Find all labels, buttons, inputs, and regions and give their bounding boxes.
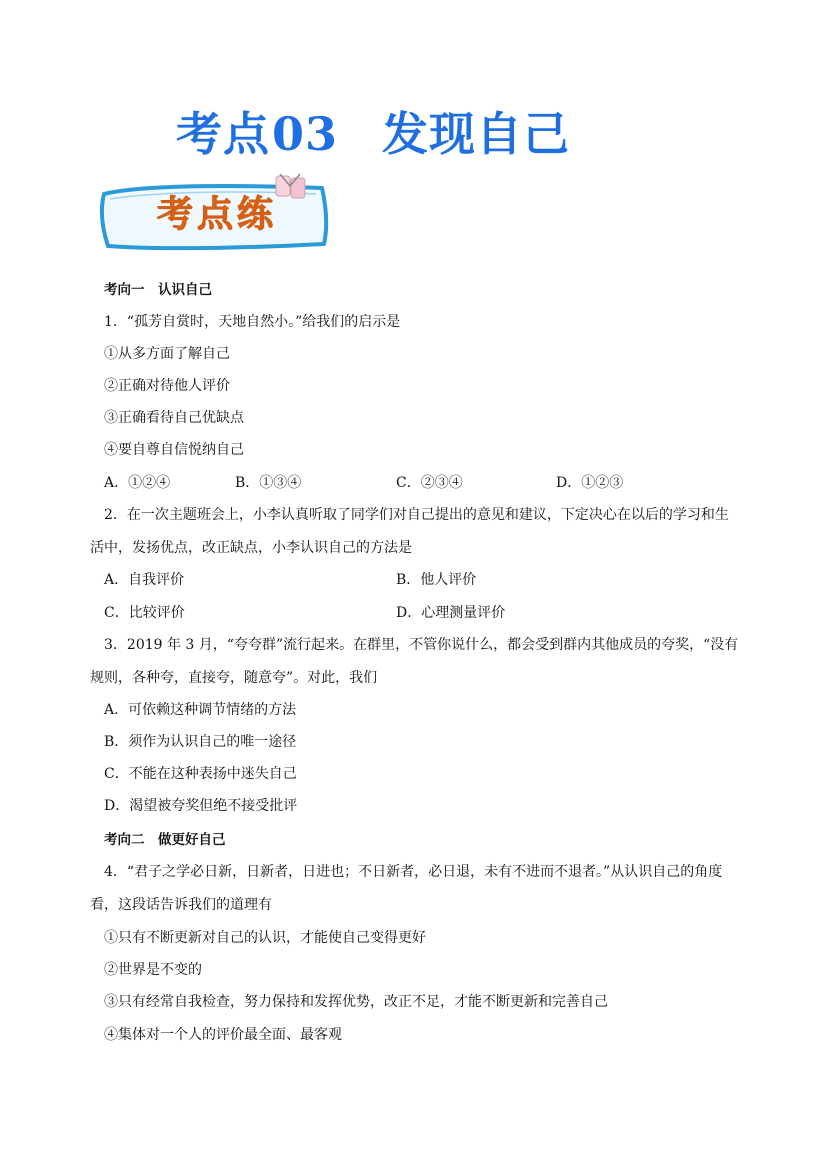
question-2-option-b: B．他人评价 (396, 572, 477, 588)
question-1-stem: 1．“孤芳自赏时，天地自然小。”给我们的启示是 (104, 314, 401, 330)
question-1-item: ③正确看待自己优缺点 (104, 410, 244, 426)
question-4-item: ①只有不断更新对自己的认识，才能使自己变得更好 (104, 930, 426, 946)
question-1-item: ④要自尊自信悦纳自己 (104, 442, 244, 458)
section-badge (96, 172, 332, 252)
question-4-item: ②世界是不变的 (104, 962, 202, 978)
section-heading: 考向二 做更好自己 (104, 832, 226, 848)
question-3-option-a: A．可依赖这种调节情绪的方法 (104, 702, 297, 718)
question-2-option-c: C．比较评价 (104, 605, 185, 621)
title-number: 03 (272, 107, 339, 161)
question-2-stem-cont: 活中，发扬优点，改正缺点，小李认识自己的方法是 (90, 540, 412, 556)
page-title (176, 104, 570, 164)
question-2-stem: 2．在一次主题班会上，小李认真听取了同学们对自己提出的意见和建议，下定决心在以后的学习和生 (104, 507, 729, 523)
badge-label: 考点练 (156, 194, 277, 235)
question-4-stem-cont: 看，这段话告诉我们的道理有 (90, 897, 272, 913)
question-2-option-d: D．心理测量评价 (396, 605, 506, 621)
question-3-option-b: B．须作为认识自己的唯一途径 (104, 734, 297, 750)
question-1-item: ①从多方面了解自己 (104, 346, 230, 362)
title-topic: 发现自己 (382, 107, 571, 161)
title-prefix: 考点 (176, 107, 270, 161)
question-3-option-d: D．渴望被夸奖但绝不接受批评 (104, 798, 298, 814)
section-heading: 考向一 认识自己 (104, 282, 212, 298)
question-3-stem-cont: 规则，各种夸，直接夸，随意夸”。对此，我们 (90, 670, 378, 686)
question-3-option-c: C．不能在这种表扬中迷失自己 (104, 766, 297, 782)
question-4-stem: 4．“君子之学必日新，日新者，日进也；不日新者，必日退，未有不进而不退者。”从认识自己的角度 (104, 864, 723, 880)
question-1-option-a: A．①②④ (104, 475, 171, 491)
question-1-item: ②正确对待他人评价 (104, 378, 230, 394)
question-1-option-b: B．①③④ (235, 475, 302, 491)
question-1-option-d: D．①②③ (556, 475, 624, 491)
question-4-item: ④集体对一个人的评价最全面、最客观 (104, 1027, 342, 1043)
question-2-option-a: A．自我评价 (104, 572, 185, 588)
question-3-stem: 3．2019 年 3 月，“夸夸群”流行起来。在群里，不管你说什么，都会受到群内其他成员的夸奖，“没有 (104, 637, 739, 653)
question-1-option-c: C．②③④ (396, 475, 463, 491)
question-4-item: ③只有经常自我检查，努力保持和发挥优势，改正不足，才能不断更新和完善自己 (104, 994, 608, 1010)
